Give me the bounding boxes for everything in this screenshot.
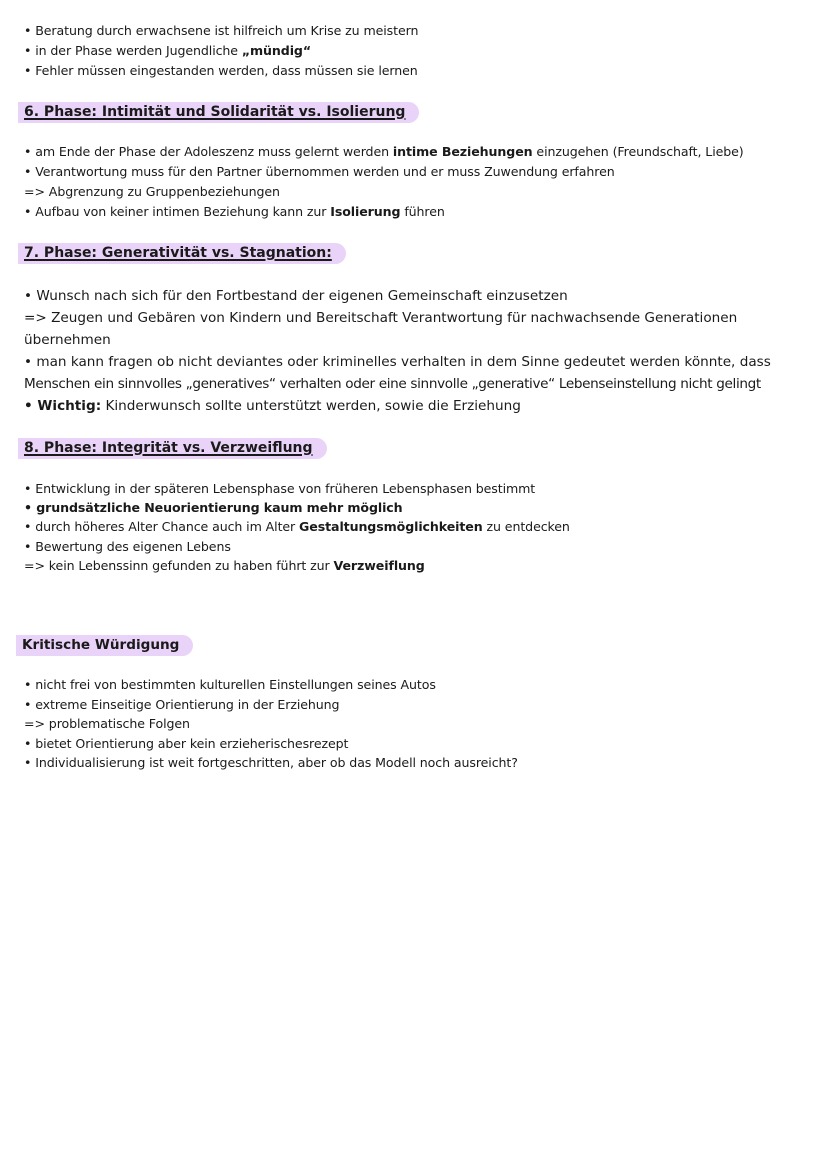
note-line: • man kann fragen ob nicht deviantes oder kriminelles verhalten in dem Sinne gedeutet werden könnte, dass: [24, 354, 771, 370]
note-line: => kein Lebenssinn gefunden zu haben führt zur Verzweiflung: [24, 558, 425, 573]
note-line: • Fehler müssen eingestanden werden, dass müssen sie lernen: [24, 63, 418, 78]
note-line: • Individualisierung ist weit fortgeschritten, aber ob das Modell noch ausreicht?: [24, 755, 518, 770]
note-line: => problematische Folgen: [24, 716, 190, 731]
section-heading-critique: Kritische Würdigung: [16, 635, 193, 656]
note-line: • in der Phase werden Jugendliche „mündig“: [24, 43, 312, 58]
note-line: => Zeugen und Gebären von Kindern und Bereitschaft Verantwortung für nachwachsende Generationen: [24, 310, 738, 326]
note-line: • Wichtig: Kinderwunsch sollte unterstützt werden, sowie die Erziehung: [24, 398, 521, 414]
note-line: übernehmen: [24, 332, 111, 348]
note-line: => Abgrenzung zu Gruppenbeziehungen: [24, 184, 280, 199]
note-line: • Entwicklung in der späteren Lebensphase von früheren Lebensphasen bestimmt: [24, 481, 536, 496]
note-line: • nicht frei von bestimmten kulturellen Einstellungen seines Autos: [24, 677, 436, 692]
section-heading-phase-8: 8. Phase: Integrität vs. Verzweiflung: [18, 438, 327, 459]
section-heading-phase-6: 6. Phase: Intimität und Solidarität vs. Isolierung: [18, 102, 419, 123]
note-line: Menschen ein sinnvolles „generatives“ verhalten oder eine sinnvolle „generative“ Lebenseinstellung nicht gelingt: [24, 376, 761, 392]
note-line: • bietet Orientierung aber kein erzieherischesrezept: [24, 736, 349, 751]
note-line: • Bewertung des eigenen Lebens: [24, 539, 231, 554]
note-line: • Verantwortung muss für den Partner übernommen werden und er muss Zuwendung erfahren: [24, 164, 615, 179]
section-heading-phase-7: 7. Phase: Generativität vs. Stagnation:: [18, 243, 346, 264]
note-line: • Beratung durch erwachsene ist hilfreich um Krise zu meistern: [24, 23, 419, 38]
note-line: • am Ende der Phase der Adoleszenz muss gelernt werden intime Beziehungen einzugehen (Freundschaft, Liebe): [24, 144, 744, 159]
note-line: • extreme Einseitige Orientierung in der Erziehung: [24, 697, 340, 712]
note-line: • durch höheres Alter Chance auch im Alter Gestaltungsmöglichkeiten zu entdecken: [24, 519, 570, 534]
note-line: • Wunsch nach sich für den Fortbestand der eigenen Gemeinschaft einzusetzen: [24, 288, 568, 304]
note-line: • grundsätzliche Neuorientierung kaum mehr möglich: [24, 500, 403, 515]
note-line: • Aufbau von keiner intimen Beziehung kann zur Isolierung führen: [24, 204, 445, 219]
